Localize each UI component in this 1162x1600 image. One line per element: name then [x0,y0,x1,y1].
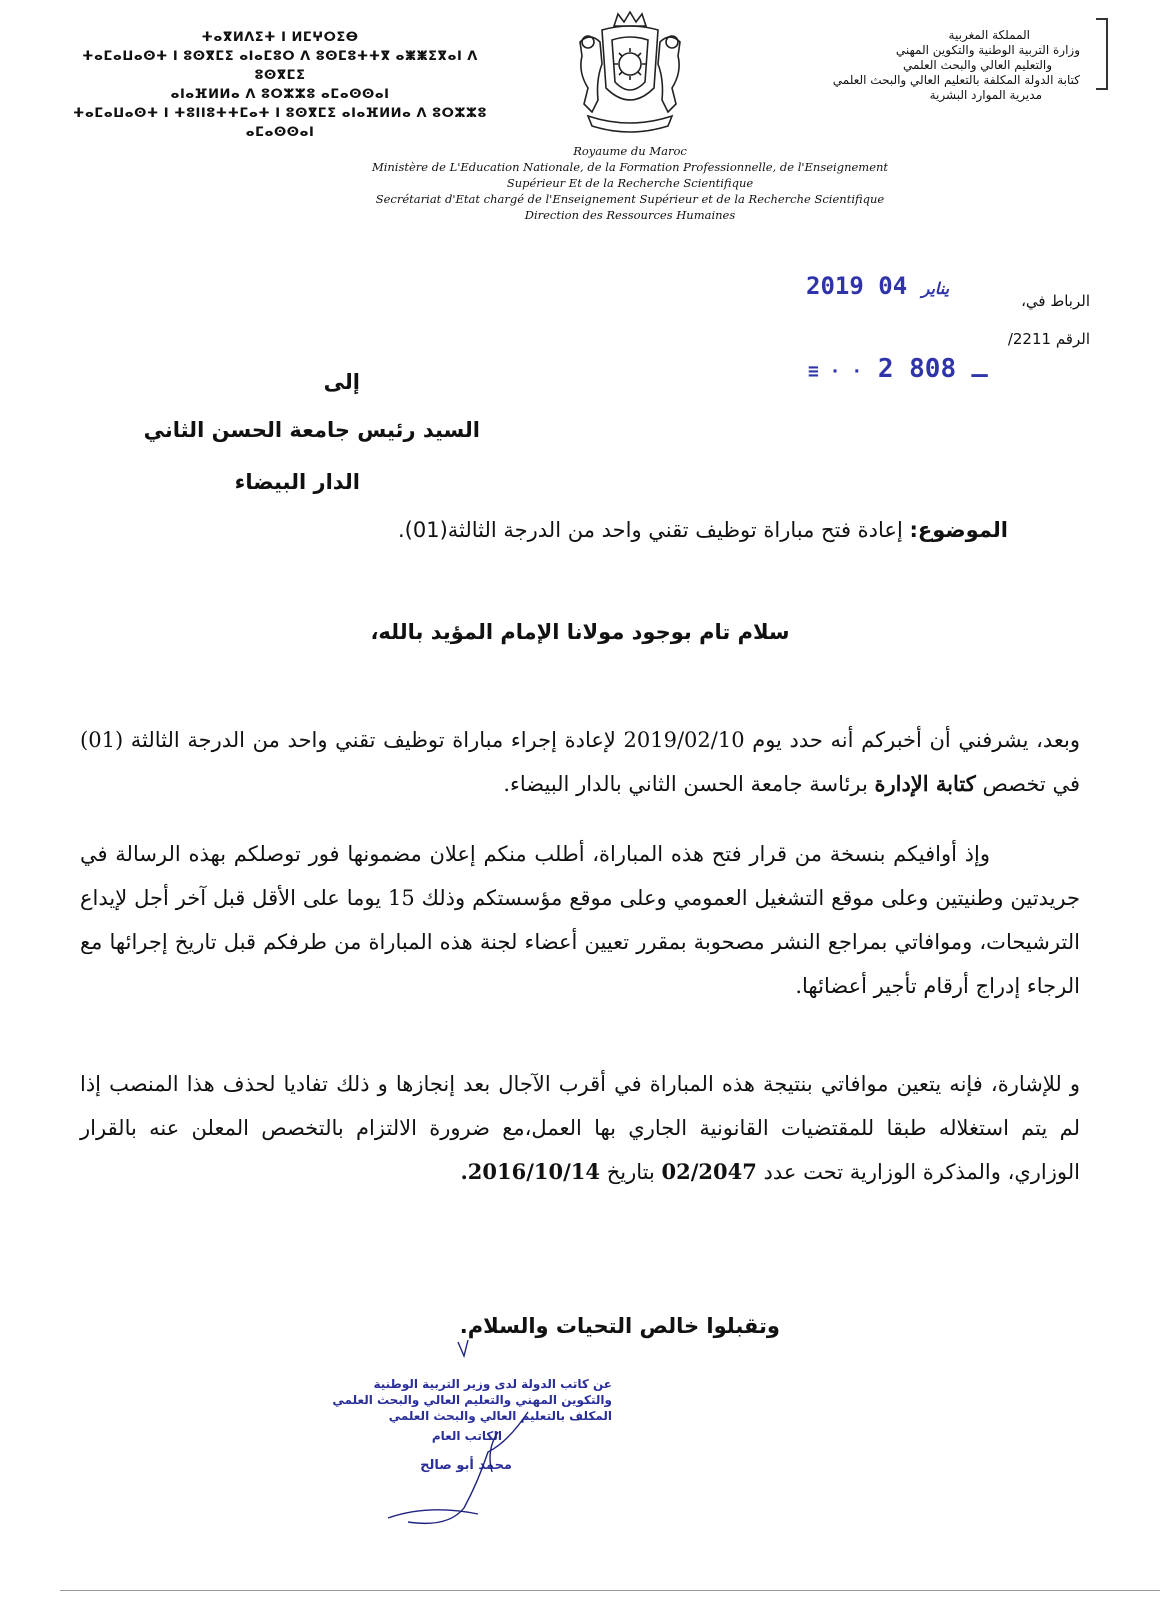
arabic-header-line: والتعليم العالي والبحث العلمي [903,58,1052,72]
signature-line: المكلف بالتعليم العالي والبحث العلمي [388,1409,612,1423]
french-header-line: Supérieur Et de la Recherche Scientifique [506,176,754,190]
tifinagh-line: ⵜⴰⵎⴰⵡⴰⵙⵜ ⵏ ⵜⵓⵏⵏⵓⵜⵜⵎⴰⵜ ⵏ ⵓⵙⴳⵎⵉ ⴰⵏⴰⴼⵍⵍⴰ ⴷ ⵓⵔⵣⵣⵓ [73,106,487,121]
arabic-header [790,28,1080,103]
reference-label: الرقم [1055,330,1090,348]
tifinagh-line: ⴰⵏⴰⴼⵍⵍⴰ ⴷ ⵓⵔⵣⵣⵓ ⴰⵎⴰⵙⵙⴰⵏ [170,87,390,102]
paragraph-1-bold: كتابة الإدارة [874,771,976,796]
reference-stamp [808,354,988,388]
paragraph-3 [80,1062,1080,1194]
greeting: سلام تام بوجود مولانا الإمام المؤيد بالله، [370,620,790,644]
subject-label: الموضوع: [909,518,1008,542]
tifinagh-line: ⴰⵎⴰⵙⵙⴰⵏ [245,125,315,140]
signature-name: محمد أبو صالح [420,1458,512,1473]
tifinagh-line: ⵜⴰⵎⴰⵡⴰⵙⵜ ⵏ ⵓⵙⴳⵎⵉ ⴰⵏⴰⵎⵓⵔ ⴷ ⵓⵙⵎⵓⵜⵜⴳ ⴰⵥⵥⵉⴳⴰⵏ ⴷ ⵓⵙⴳⵎⵉ [82,49,478,83]
paragraph-3-bold-date: 2016/10/14. [460,1159,601,1184]
tifinagh-line: ⵜⴰⴳⵍⴷⵉⵜ ⵏ ⵍⵎⵖⵔⵉⴱ [201,30,359,45]
arabic-header-line: وزارة التربية الوطنية والتكوين المهني [895,43,1080,57]
subject-text: إعادة فتح مباراة توظيف تقني واحد من الدرجة الثالثة(01). [397,518,903,542]
arabic-header-line: مديرية الموارد البشرية [929,88,1042,102]
scan-border-line [60,1590,1160,1591]
paragraph-3-bold-number: 02/2047 [661,1159,757,1184]
date-stamp-day: 04 [878,272,908,300]
subject-line [280,518,1008,542]
date-stamp-month: يناير [921,279,950,298]
reference-number: /2211 [1007,330,1052,348]
paragraph-3-text-a: و للإشارة، فإنه يتعين موافاتي بنتيجة هذه المباراة في أقرب الآجال بعد إنجازها و ذلك تفاديا لحذف هذا المنصب إذا لم يتم استغلاله طبقا للمقتضيات القانونية الجاري بها العمل،مع ضرورة الالتزام بالتخصص المعلن عنه بالقرار الوزاري، والمذكرة الوزارية تحت عدد [80,1072,1080,1184]
tifinagh-header [60,28,500,142]
french-header-line: Ministère de L'Education Nationale, de la Formation Professionnelle, de l'Enseignement [371,160,889,174]
stamp-mark: ≡ · · [808,361,863,382]
reference-stamp-number: 2 ـ 808 [877,354,988,384]
signature-line: عن كاتب الدولة لدى وزير التربية الوطنية [373,1377,612,1391]
recipient-name: السيد رئيس جامعة الحسن الثاني [143,418,480,442]
french-header [330,143,930,223]
arabic-header-line: كتابة الدولة المكلفة بالتعليم العالي والبحث العلمي [832,73,1080,87]
signature-line: والتكوين المهني والتعليم العالي والبحث العلمي [332,1393,612,1407]
handwritten-signature [368,1332,588,1542]
french-header-line: Direction des Ressources Humaines [524,208,736,222]
french-header-line: Secrétariat d'Etat chargé de l'Enseignement Supérieur et de la Recherche Scientifique [375,192,885,206]
place-label: الرباط في، [1021,292,1090,310]
reference-line [960,330,1090,348]
recipient-city: الدار البيضاء [234,470,360,494]
paragraph-1-text-a: وبعد، يشرفني أن أخبركم أنه حدد يوم 2019/02/10 لإعادة إجراء مباراة توظيف تقني واحد من الدرجة الثالثة (01) في تخصص [80,728,1080,796]
paragraph-1-text-b: برئاسة جامعة الحسن الثاني بالدار البيضاء. [503,772,875,796]
paragraph-1 [80,718,1080,806]
paragraph-2: وإذ أوافيكم بنسخة من قرار فتح هذه المباراة، أطلب منكم إعلان مضمونها فور توصلكم بهذه الرسالة في جريدتين وطنيتين وعلى موقع التشغيل العمومي وعلى موقع مؤسستكم وذلك 15 يوما على الأقل قبل آخر أجل لإيداع الترشيحات، وموافاتي بمراجع النشر مصحوبة بمقرر تعيين أعضاء لجنة هذه المباراة من طرفكم قبل تاريخ إجرائها مع الرجاء إدراج أرقام تأجير أعضائها. [80,842,1080,998]
margin-bracket [1096,18,1108,90]
coat-of-arms-emblem [568,8,692,136]
date-stamp [806,272,966,306]
recipient-to: إلى [323,370,360,394]
paragraph-3-text-b: بتاريخ [600,1160,662,1184]
date-stamp-year: 2019 [806,272,864,300]
french-header-line: Royaume du Maroc [573,144,687,158]
arabic-header-line: المملكة المغربية [948,28,1030,42]
closing: وتقبلوا خالص التحيات والسلام. [459,1314,780,1338]
signature-line: الكاتب العام [431,1429,502,1443]
